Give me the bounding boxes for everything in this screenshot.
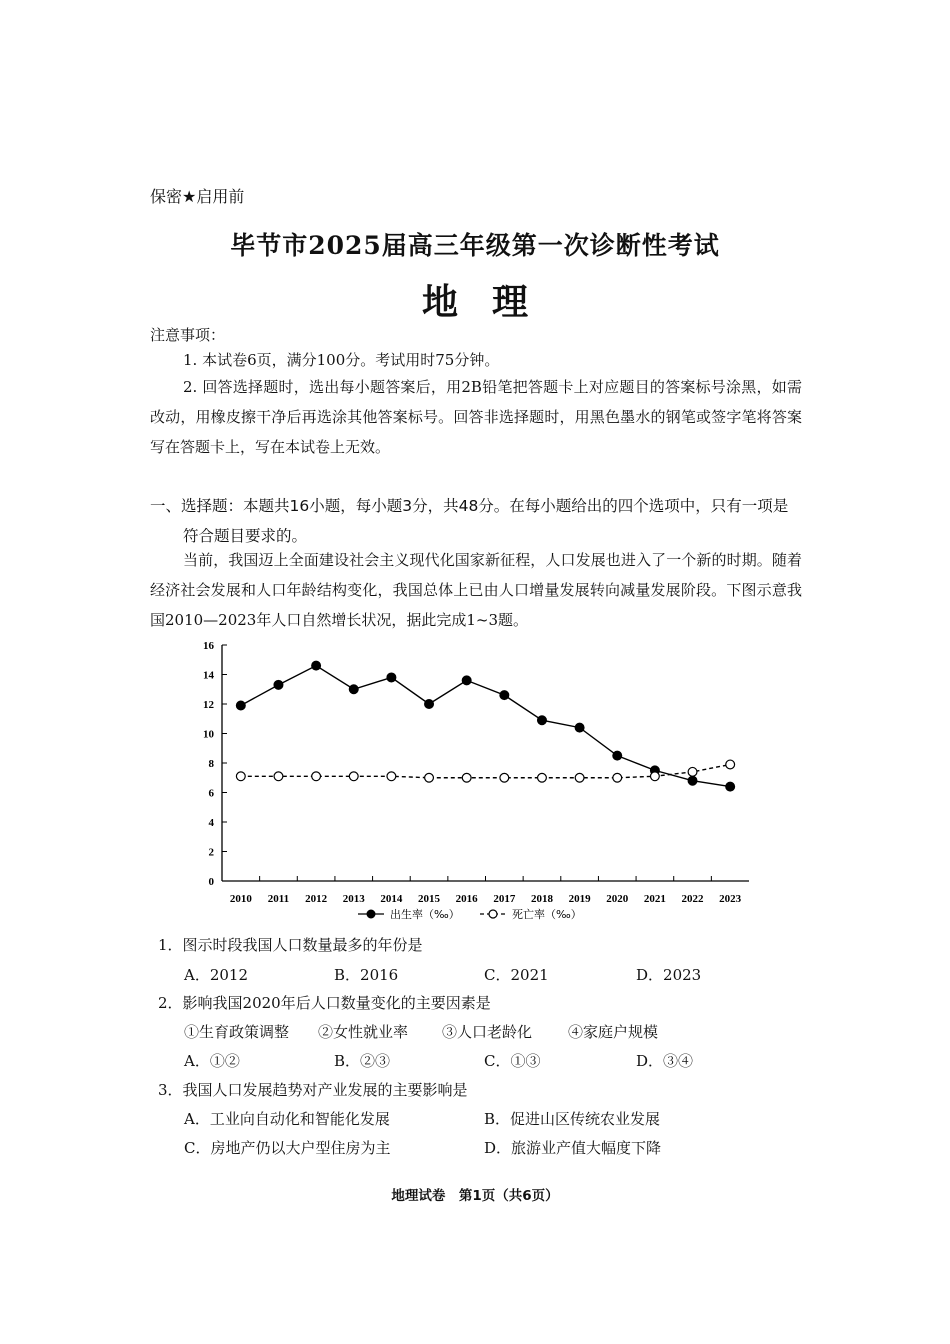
death-rate-point — [575, 773, 584, 782]
y-tick-label: 2 — [208, 846, 214, 859]
death-rate-point — [349, 772, 358, 781]
x-tick-label: 2012 — [305, 893, 328, 905]
death-rate-point — [274, 772, 283, 781]
x-tick-label: 2017 — [493, 893, 516, 905]
birth-rate-point — [688, 776, 697, 785]
x-tick-label: 2016 — [455, 893, 478, 905]
death-rate-point — [650, 772, 659, 781]
q2-statement-1: ①生育政策调整 — [184, 1023, 290, 1041]
exam-title: 毕节市2025届高三年级第一次诊断性考试 — [230, 231, 720, 260]
q3-option-a: A．工业向自动化和智能化发展 — [184, 1110, 390, 1128]
page-footer: 地理试卷 第1页（共6页） — [391, 1188, 559, 1204]
notice-heading: 注意事项： — [150, 326, 226, 344]
death-rate-point — [688, 767, 697, 776]
q2-option-a: A．①② — [184, 1052, 240, 1070]
x-tick-label: 2014 — [380, 893, 403, 905]
birth-rate-point — [726, 782, 735, 791]
birth-rate-point — [613, 751, 622, 760]
y-tick-label: 16 — [203, 640, 214, 652]
birth-rate-point — [425, 700, 434, 709]
y-tick-label: 8 — [208, 758, 214, 770]
legend-birth-label: 出生率（‰） — [390, 908, 460, 921]
x-tick-label: 2020 — [606, 893, 629, 905]
death-rate-point — [726, 760, 735, 769]
x-tick-label: 2010 — [229, 893, 252, 905]
death-rate-point — [500, 773, 509, 782]
birth-rate-point — [500, 691, 509, 700]
death-rate-point — [387, 772, 396, 781]
y-tick-label: 0 — [208, 876, 214, 888]
q2-statement-3: ③人口老龄化 — [442, 1023, 533, 1041]
subject-title: 地理 — [421, 281, 562, 323]
population-chart — [190, 636, 770, 926]
y-tick-label: 4 — [208, 817, 214, 829]
death-rate-point — [425, 773, 434, 782]
question-1-stem: 1．图示时段我国人口数量最多的年份是 — [158, 936, 423, 954]
x-tick-label: 2013 — [342, 893, 365, 905]
legend-death-marker — [489, 910, 497, 918]
birth-rate-point — [274, 680, 283, 689]
q2-statement-2: ②女性就业率 — [318, 1023, 409, 1041]
death-rate-point — [462, 773, 471, 782]
birth-rate-point — [349, 685, 358, 694]
q1-option-b: B．2016 — [334, 966, 399, 984]
y-tick-label: 12 — [203, 699, 214, 711]
y-tick-label: 14 — [203, 669, 214, 682]
confidential-label: 保密★启用前 — [150, 187, 245, 206]
q3-option-d: D．旅游业产值大幅度下降 — [484, 1139, 662, 1157]
q1-option-c: C．2021 — [484, 966, 549, 984]
question-3-stem: 3．我国人口发展趋势对产业发展的主要影响是 — [158, 1081, 468, 1099]
section-heading: 一、选择题：本题共16小题，每小题3分，共48分。在每小题给出的四个选项中，只有一项是符合题目要求的。 — [150, 497, 789, 545]
birth-rate-point — [538, 716, 547, 725]
q1-option-d: D．2023 — [636, 966, 702, 984]
x-tick-label: 2021 — [643, 893, 666, 905]
q2-option-d: D．③④ — [636, 1052, 694, 1070]
x-tick-label: 2018 — [530, 893, 553, 905]
death-rate-point — [538, 773, 547, 782]
q3-option-c: C．房地产仍以大户型住房为主 — [184, 1139, 391, 1157]
x-tick-label: 2011 — [267, 893, 290, 905]
birth-rate-point — [387, 673, 396, 682]
birth-rate-point — [575, 723, 584, 732]
x-tick-label: 2015 — [418, 893, 441, 905]
death-rate-point — [312, 772, 321, 781]
section-intro: 当前，我国迈上全面建设社会主义现代化国家新征程，人口发展也进入了一个新的时期。随着经济社会发展和人口年龄结构变化，我国总体上已由人口增量发展转向减量发展阶段。下图示意我国2010—2023年人口自然增长状况，据此完成1~3题。 — [150, 551, 802, 629]
x-tick-label: 2019 — [568, 893, 591, 905]
q2-option-b: B．②③ — [334, 1052, 391, 1070]
x-tick-label: 2022 — [681, 893, 704, 905]
birth-rate-point — [312, 661, 321, 670]
birth-rate-point — [236, 701, 245, 710]
legend-death-label: 死亡率（‰） — [512, 908, 582, 921]
notice-item-2: 2. 回答选择题时，选出每小题答案后，用2B铅笔把答题卡上对应题目的答案标号涂黑，如需改动，用橡皮擦干净后再选涂其他答案标号。回答非选择题时，用黑色墨水的钢笔或签字笔将答案写在答题卡上，写在本试卷上无效。 — [150, 378, 802, 456]
q3-option-b: B．促进山区传统农业发展 — [484, 1110, 661, 1128]
x-tick-label: 2023 — [719, 893, 742, 905]
q1-option-a: A．2012 — [184, 966, 249, 984]
notice-item-1: 1. 本试卷6页，满分100分。考试用时75分钟。 — [183, 351, 500, 369]
y-tick-label: 10 — [203, 728, 214, 741]
q2-statement-4: ④家庭户规模 — [568, 1023, 659, 1041]
question-2-stem: 2．影响我国2020年后人口数量变化的主要因素是 — [158, 994, 491, 1012]
q2-option-c: C．①③ — [484, 1052, 541, 1070]
birth-rate-point — [462, 676, 471, 685]
death-rate-point — [613, 773, 622, 782]
death-rate-point — [236, 772, 245, 781]
y-tick-label: 6 — [208, 787, 214, 800]
legend-birth-marker — [367, 910, 375, 918]
